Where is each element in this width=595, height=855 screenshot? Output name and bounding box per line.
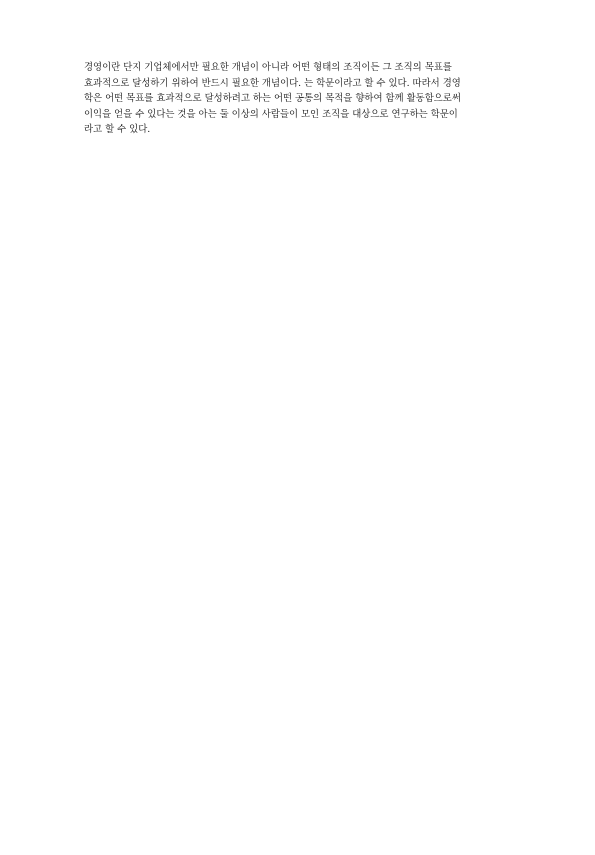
- text-line: [84, 434, 544, 450]
- text-line: [84, 684, 544, 700]
- text-line: [84, 512, 544, 528]
- text-line: [84, 590, 544, 606]
- body-text: [84, 60, 544, 855]
- text-line: [84, 325, 544, 341]
- text-line: [84, 653, 544, 669]
- text-line: [84, 356, 544, 372]
- text-line: [84, 419, 544, 435]
- text-line: [84, 169, 544, 185]
- text-line: [84, 699, 544, 715]
- text-line: [84, 263, 544, 279]
- text-line: [84, 387, 544, 403]
- text-line: [84, 809, 544, 825]
- text-line: [84, 138, 544, 154]
- text-line: [84, 606, 544, 622]
- text-line: [84, 543, 544, 559]
- text-line: [84, 310, 544, 326]
- text-line: [84, 232, 544, 248]
- text-line: [84, 575, 544, 591]
- text-line: [84, 621, 544, 637]
- text-line: [84, 715, 544, 731]
- text-line: [84, 762, 544, 778]
- text-line: [84, 372, 544, 388]
- text-line: [84, 247, 544, 263]
- text-line: [84, 216, 544, 232]
- text-line: [84, 185, 544, 201]
- text-line: [84, 777, 544, 793]
- text-line: [84, 824, 544, 840]
- text-line: [84, 341, 544, 357]
- text-line: [84, 497, 544, 513]
- text-line: [84, 450, 544, 466]
- text-line: [84, 465, 544, 481]
- text-line: [84, 403, 544, 419]
- text-line: 이익을 얻을 수 있다는 것을 아는 둘 이상의 사람들이 모인 조직을 대상으로 연구하는 학문이: [84, 108, 458, 120]
- text-line: [84, 637, 544, 653]
- text-line: [84, 200, 544, 216]
- text-line: [84, 559, 544, 575]
- text-line: [84, 793, 544, 809]
- text-line: [84, 668, 544, 684]
- text-line: 경영이란 단지 기업체에서만 필요한 개념이 아니라 어떤 형태의 조직이든 그 조직의 목표를: [84, 62, 452, 73]
- text-line: 라고 할 수 있다.: [84, 124, 151, 136]
- text-line: [84, 746, 544, 762]
- text-line: [84, 278, 544, 294]
- text-line: 효과적으로 달성하기 위하여 반드시 필요한 개념이다. 는 학문이라고 할 수 있다. 따라서 경영: [84, 77, 461, 89]
- text-line: [84, 154, 544, 170]
- text-line: [84, 294, 544, 310]
- text-line: [84, 528, 544, 544]
- text-line: [84, 731, 544, 747]
- text-line: 학은 어떤 목표를 효과적으로 달성하려고 하는 어떤 공통의 목적을 향하여 함께 활동함으로써: [84, 93, 461, 105]
- text-line: [84, 481, 544, 497]
